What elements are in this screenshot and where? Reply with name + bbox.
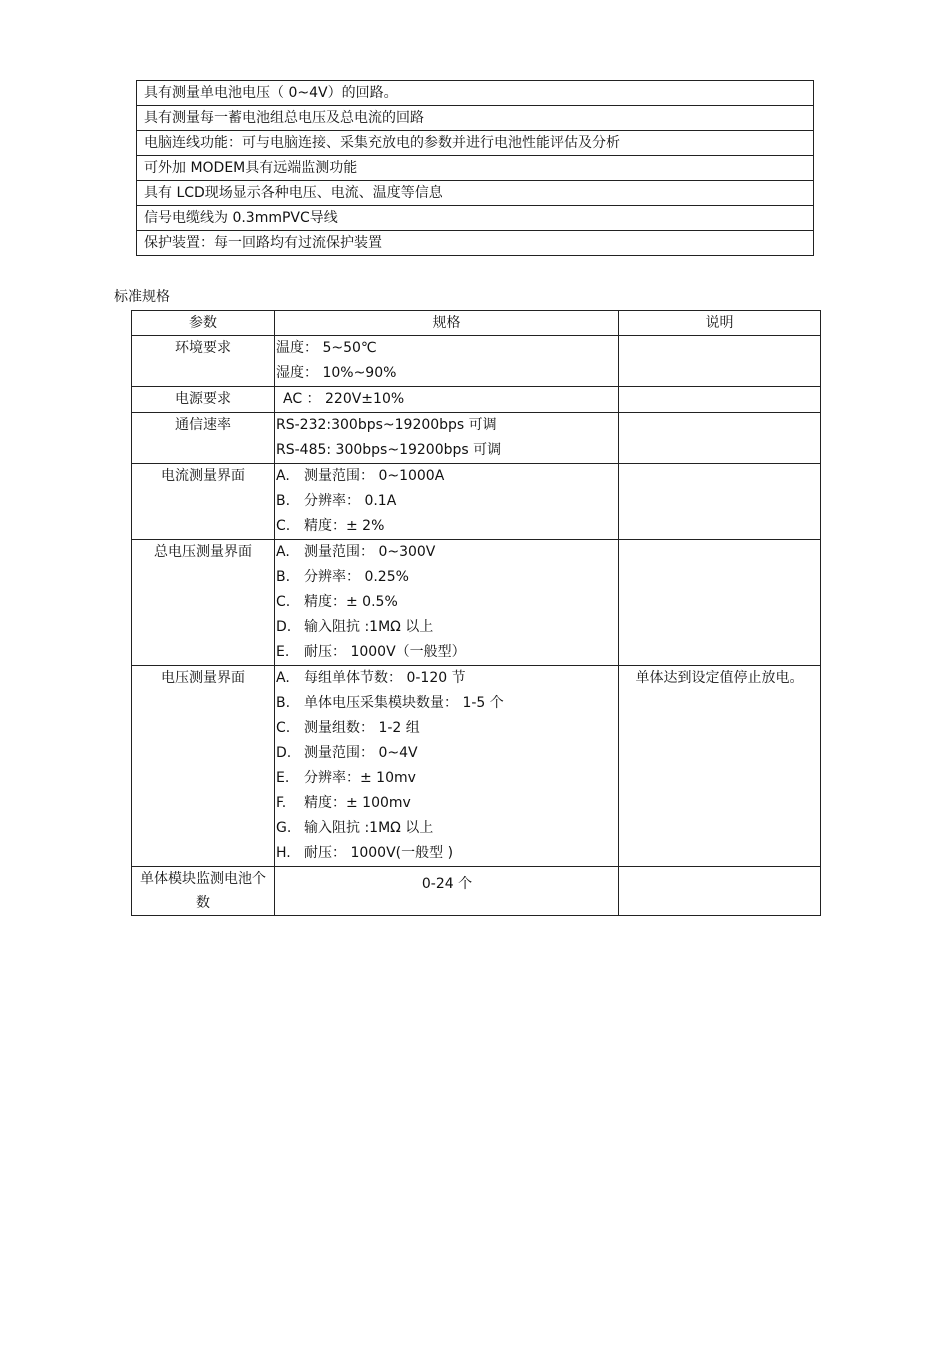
spec-line — [276, 791, 618, 816]
spec-row — [132, 464, 821, 540]
spec-line — [276, 489, 618, 514]
spec-line — [276, 841, 618, 866]
spec-line — [276, 691, 618, 716]
note-cell — [619, 336, 821, 387]
spec-line-text: 精度：± 2% — [304, 518, 385, 534]
spec-line — [276, 766, 618, 791]
section-title: 标准规格 — [114, 289, 170, 305]
spec-line-text: AC ： 220V±10% — [283, 391, 405, 407]
feature-text: 保护装置：每一回路均有过流保护装置 — [137, 231, 814, 256]
spec-line — [276, 387, 618, 412]
spec-row — [132, 413, 821, 464]
header-param: 参数 — [132, 311, 275, 336]
spec-row — [132, 867, 821, 916]
spec-cell — [275, 336, 619, 387]
feature-row — [137, 231, 814, 256]
spec-line-text: 输入阻抗 :1MΩ 以上 — [304, 820, 434, 836]
spec-line — [276, 741, 618, 766]
item-letter: C. — [276, 594, 291, 610]
spec-line — [276, 590, 618, 615]
spec-header-row — [132, 311, 821, 336]
feature-row — [137, 206, 814, 231]
feature-row — [137, 131, 814, 156]
spec-line-text: 输入阻抗 :1MΩ 以上 — [304, 619, 434, 635]
features-table — [136, 80, 814, 256]
spec-line-text: 精度：± 100mv — [304, 795, 411, 811]
spec-line: RS-232:300bps~19200bps 可调 — [276, 417, 497, 433]
param-name: 单体模块监测电池个数 — [132, 867, 275, 916]
spec-line-text: 测量范围： 0~4V — [304, 745, 418, 761]
spec-line-text: 每组单体节数： 0-120 节 — [304, 670, 466, 686]
item-letter: A. — [276, 670, 290, 686]
spec-line — [276, 540, 618, 565]
item-letter: C. — [276, 518, 291, 534]
spec-line-text: 测量组数： 1-2 组 — [304, 720, 420, 736]
spec-line-text: 单体电压采集模块数量： 1-5 个 — [304, 695, 504, 711]
spec-line — [276, 464, 618, 489]
feature-row — [137, 181, 814, 206]
item-letter: F. — [276, 795, 287, 811]
spec-cell — [275, 540, 619, 666]
spec-line-text: 耐压： 1000V(一般型 ) — [304, 845, 454, 861]
spec-line-text: 精度：± 0.5% — [304, 594, 398, 610]
feature-text: 具有测量每一蓄电池组总电压及总电流的回路 — [137, 106, 814, 131]
spec-table — [131, 310, 821, 916]
feature-text: 具有测量单电池电压（ 0~4V）的回路。 — [137, 81, 814, 106]
param-name: 电源要求 — [132, 387, 275, 413]
item-letter: G. — [276, 820, 292, 836]
spec-line — [276, 666, 618, 691]
item-letter: E. — [276, 770, 290, 786]
spec-line-text: 分辨率： 0.25% — [304, 569, 409, 585]
spec-cell — [275, 464, 619, 540]
spec-line — [276, 565, 618, 590]
spec-line — [276, 640, 618, 665]
spec-line-text: 耐压： 1000V（一般型） — [304, 644, 466, 660]
spec-line — [276, 716, 618, 741]
spec-row — [132, 336, 821, 387]
spec-line — [276, 514, 618, 539]
note-cell — [619, 867, 821, 916]
spec-line: 0-24 个 — [421, 876, 473, 892]
item-letter: E. — [276, 644, 290, 660]
spec-row — [132, 387, 821, 413]
spec-line: 温度： 5~50℃ — [276, 340, 377, 356]
feature-text: 可外加 MODEM具有远端监测功能 — [137, 156, 814, 181]
item-letter: A. — [276, 468, 290, 484]
note-cell — [619, 387, 821, 413]
spec-row — [132, 540, 821, 666]
feature-text: 具有 LCD现场显示各种电压、电流、温度等信息 — [137, 181, 814, 206]
spec-line-text: 测量范围： 0~1000A — [304, 468, 445, 484]
spec-line — [276, 816, 618, 841]
param-name: 环境要求 — [132, 336, 275, 387]
spec-line-text: 分辨率：± 10mv — [304, 770, 416, 786]
feature-row — [137, 81, 814, 106]
spec-cell — [275, 413, 619, 464]
item-letter: B. — [276, 493, 291, 509]
feature-text: 信号电缆线为 0.3mmPVC导线 — [137, 206, 814, 231]
spec-cell — [275, 867, 619, 916]
header-note: 说明 — [619, 311, 821, 336]
feature-text: 电脑连线功能：可与电脑连接、采集充放电的参数并进行电池性能评估及分析 — [137, 131, 814, 156]
item-letter: H. — [276, 845, 291, 861]
param-name: 通信速率 — [132, 413, 275, 464]
spec-line: RS-485: 300bps~19200bps 可调 — [276, 442, 502, 458]
param-name: 总电压测量界面 — [132, 540, 275, 666]
note-cell — [619, 540, 821, 666]
param-name: 电流测量界面 — [132, 464, 275, 540]
spec-row — [132, 666, 821, 867]
item-letter: B. — [276, 695, 291, 711]
item-letter: C. — [276, 720, 291, 736]
item-letter: D. — [276, 745, 292, 761]
spec-line: 湿度： 10%~90% — [276, 365, 397, 381]
feature-row — [137, 156, 814, 181]
param-name: 电压测量界面 — [132, 666, 275, 867]
spec-line-text: 分辨率： 0.1A — [304, 493, 397, 509]
item-letter: A. — [276, 544, 290, 560]
note-cell — [619, 413, 821, 464]
spec-cell — [275, 666, 619, 867]
feature-row — [137, 106, 814, 131]
item-letter: B. — [276, 569, 291, 585]
item-letter: D. — [276, 619, 292, 635]
note-cell: 单体达到设定值停止放电。 — [619, 666, 821, 867]
spec-line — [276, 615, 618, 640]
note-cell — [619, 464, 821, 540]
spec-cell — [275, 387, 619, 413]
header-spec: 规格 — [275, 311, 619, 336]
spec-line-text: 测量范围： 0~300V — [304, 544, 436, 560]
